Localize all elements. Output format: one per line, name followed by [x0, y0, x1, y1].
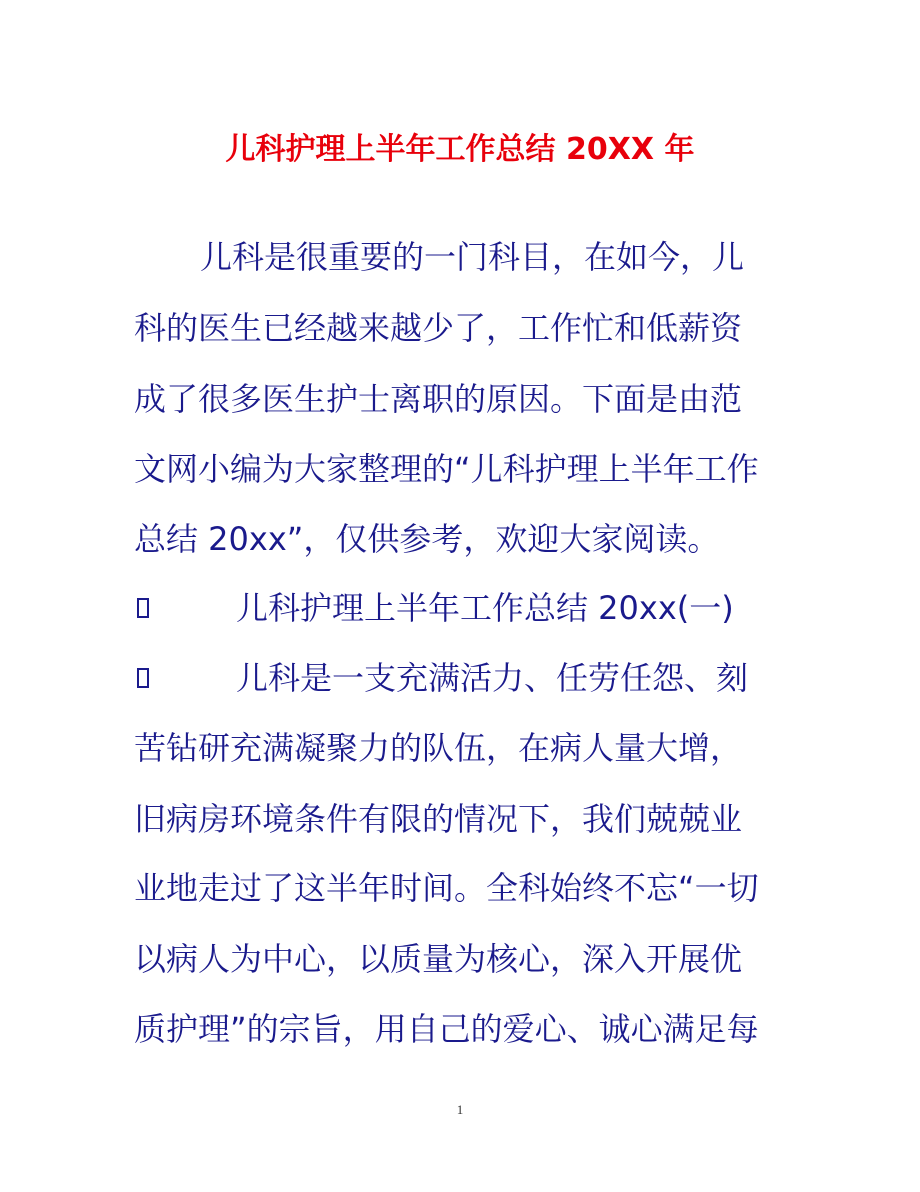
paragraph-line: 成了很多医生护士离职的原因。下面是由范 [134, 380, 743, 418]
paragraph-line: 旧病房环境条件有限的情况下，我们兢兢业 [134, 800, 743, 838]
paragraph-line: 儿科是一支充满活力、任劳任怨、刻 [236, 659, 749, 697]
square-bullet-icon [137, 668, 149, 688]
page-number: 1 [456, 1102, 464, 1117]
paragraph-line: 业地走过了这半年时间。全科始终不忘“一切 [134, 869, 759, 907]
paragraph-line: 苦钻研充满凝聚力的队伍，在病人量大增， [134, 729, 743, 767]
paragraph-line: 儿科是很重要的一门科目，在如今，儿 [200, 238, 745, 276]
paragraph-line: 科的医生已经越来越少了，工作忙和低薪资 [134, 309, 743, 347]
section-heading: 儿科护理上半年工作总结 20xx(一) [236, 589, 734, 627]
paragraph-line: 质护理”的宗旨，用自己的爱心、诚心满足每 [134, 1010, 759, 1048]
document-title: 儿科护理上半年工作总结 20XX 年 [225, 132, 695, 167]
square-bullet-icon [137, 598, 149, 618]
paragraph-line: 文网小编为大家整理的“儿科护理上半年工作 [134, 450, 759, 488]
paragraph-line: 总结 20xx”，仅供参考，欢迎大家阅读。 [134, 520, 720, 558]
paragraph-line: 以病人为中心，以质量为核心，深入开展优 [134, 940, 743, 978]
